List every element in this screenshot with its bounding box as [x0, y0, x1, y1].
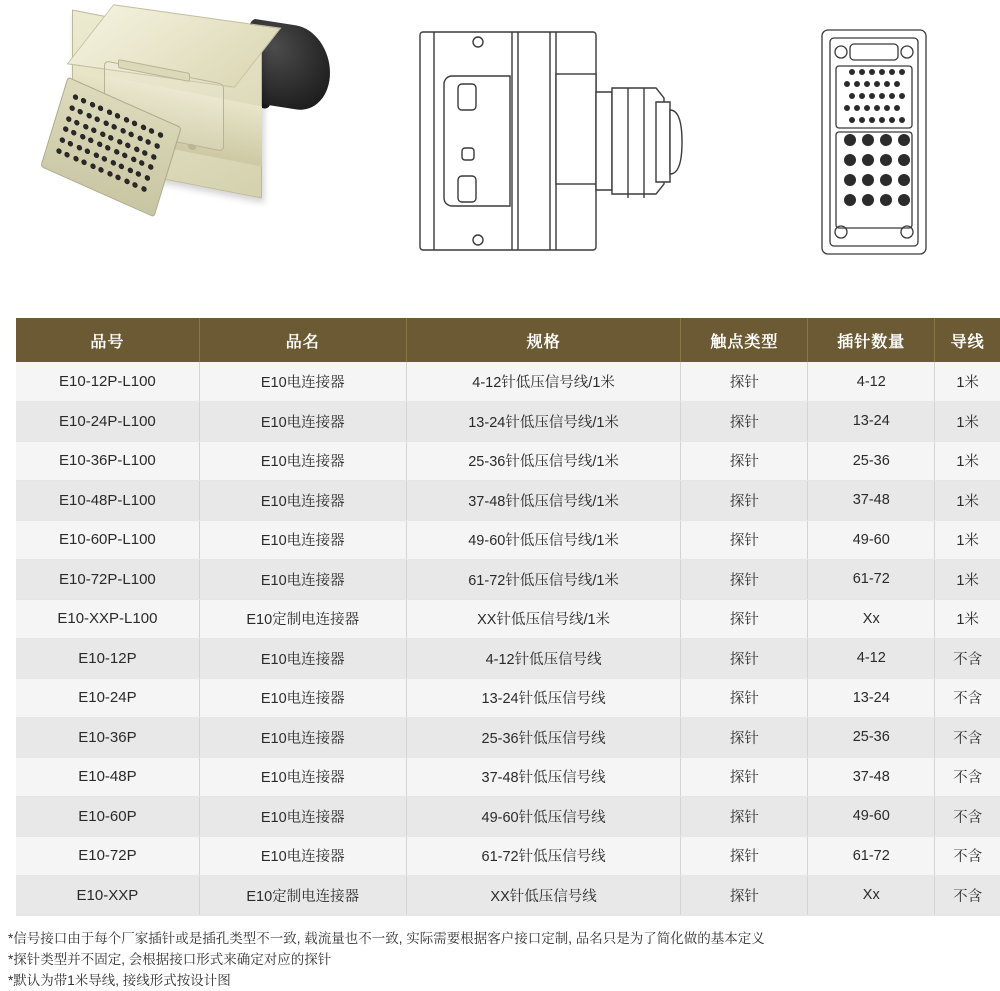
cell-part-name: E10电连接器	[199, 441, 406, 481]
pin	[76, 144, 83, 151]
cell-wire: 1米	[935, 520, 1000, 560]
cell-part-number: E10-24P	[16, 678, 199, 718]
cell-part-number: E10-48P	[16, 757, 199, 797]
cell-specification: 37-48针低压信号线	[406, 757, 681, 797]
table-row	[16, 718, 1000, 758]
pin	[106, 109, 113, 116]
cell-pin-count: 4-12	[808, 362, 935, 402]
cell-wire: 1米	[935, 362, 1000, 402]
footnote-2: *探针类型并不固定, 会根据接口形式来确定对应的探针	[8, 951, 332, 967]
pin	[67, 141, 74, 148]
pin	[123, 116, 130, 123]
cell-pin-count: 25-36	[808, 718, 935, 758]
cell-part-name: E10电连接器	[199, 797, 406, 837]
cell-part-name: E10定制电连接器	[199, 599, 406, 639]
pin	[96, 141, 103, 148]
cell-pin-count: 25-36	[808, 441, 935, 481]
pin	[66, 115, 73, 122]
table-row	[16, 441, 1000, 481]
cell-pin-count: 4-12	[808, 639, 935, 679]
pin	[118, 163, 125, 170]
footnote-3: *默认为带1米导线, 接线形式按设计图	[8, 972, 231, 988]
cell-wire: 1米	[935, 481, 1000, 521]
table-row	[16, 678, 1000, 718]
pin	[137, 134, 144, 141]
product-spec-table	[16, 318, 1000, 916]
table-row	[16, 362, 1000, 402]
cell-pin-count: 13-24	[808, 402, 935, 442]
pin	[138, 160, 145, 167]
cell-specification: 25-36针低压信号线	[406, 718, 681, 758]
pin	[115, 174, 122, 181]
pin	[91, 126, 98, 133]
cell-contact-type: 探针	[681, 599, 808, 639]
side-view-drawing	[400, 18, 720, 273]
table-row	[16, 599, 1000, 639]
pin	[133, 145, 140, 152]
cell-wire: 不含	[935, 718, 1000, 758]
table-row	[16, 520, 1000, 560]
pin	[90, 163, 97, 170]
cell-specification: 61-72针低压信号线/1米	[406, 560, 681, 600]
pin	[105, 145, 112, 152]
pin	[144, 174, 151, 181]
pin	[83, 123, 90, 130]
cell-pin-count: 61-72	[808, 836, 935, 876]
pin	[101, 156, 108, 163]
footnotes	[8, 928, 1000, 991]
table-row	[16, 560, 1000, 600]
cell-pin-count: 37-48	[808, 481, 935, 521]
pin	[125, 142, 132, 149]
pin	[94, 116, 101, 123]
cell-part-number: E10-72P	[16, 836, 199, 876]
product-figures	[0, 0, 1000, 300]
pin	[86, 112, 93, 119]
table-row	[16, 757, 1000, 797]
pin	[140, 185, 147, 192]
table-row	[16, 481, 1000, 521]
cell-specification: 25-36针低压信号线/1米	[406, 441, 681, 481]
cell-contact-type: 探针	[681, 639, 808, 679]
pin	[93, 152, 100, 159]
pin	[69, 104, 76, 111]
table-header	[16, 318, 1000, 362]
table-row	[16, 876, 1000, 916]
pin	[145, 138, 152, 145]
cell-specification: 61-72针低压信号线	[406, 836, 681, 876]
column-header-part-name: 品名	[199, 318, 406, 362]
cell-contact-type: 探针	[681, 678, 808, 718]
pin	[121, 152, 128, 159]
pin	[81, 159, 88, 166]
cell-part-number: E10-XXP	[16, 876, 199, 916]
table-row	[16, 639, 1000, 679]
pin	[128, 131, 135, 138]
cell-contact-type: 探针	[681, 441, 808, 481]
cell-pin-count: 61-72	[808, 560, 935, 600]
cell-contact-type: 探针	[681, 757, 808, 797]
column-header-pin-count: 插针数量	[808, 318, 935, 362]
cell-pin-count: 49-60	[808, 797, 935, 837]
cell-contact-type: 探针	[681, 836, 808, 876]
pin	[56, 148, 63, 155]
table-body	[16, 362, 1000, 915]
pin	[99, 130, 106, 137]
pin	[115, 112, 122, 119]
pin	[108, 134, 115, 141]
pin	[135, 171, 142, 178]
cell-wire: 不含	[935, 836, 1000, 876]
pin	[106, 170, 113, 177]
cell-wire: 不含	[935, 678, 1000, 718]
cell-part-name: E10电连接器	[199, 362, 406, 402]
column-header-contact-type: 触点类型	[681, 318, 808, 362]
cell-part-name: E10电连接器	[199, 836, 406, 876]
cell-wire: 不含	[935, 639, 1000, 679]
pin	[79, 134, 86, 141]
cell-part-number: E10-XXP-L100	[16, 599, 199, 639]
cell-part-name: E10电连接器	[199, 757, 406, 797]
pin	[59, 137, 66, 144]
cell-part-name: E10电连接器	[199, 560, 406, 600]
pin	[148, 127, 155, 134]
cell-part-name: E10电连接器	[199, 520, 406, 560]
cell-specification: 37-48针低压信号线/1米	[406, 481, 681, 521]
cell-part-name: E10电连接器	[199, 639, 406, 679]
cell-specification: 4-12针低压信号线/1米	[406, 362, 681, 402]
pin	[120, 127, 127, 134]
cell-part-number: E10-72P-L100	[16, 560, 199, 600]
table-row	[16, 402, 1000, 442]
pin	[150, 153, 157, 160]
spec-table-wrap	[0, 318, 1000, 916]
pin	[113, 149, 120, 156]
pin	[62, 126, 69, 133]
cell-pin-count: 37-48	[808, 757, 935, 797]
cell-contact-type: 探针	[681, 797, 808, 837]
cell-wire: 1米	[935, 599, 1000, 639]
cell-part-name: E10定制电连接器	[199, 876, 406, 916]
table-row	[16, 836, 1000, 876]
pin	[132, 182, 139, 189]
cell-pin-count: 49-60	[808, 520, 935, 560]
pin	[131, 120, 138, 127]
pin	[140, 124, 147, 131]
connector-photo	[48, 10, 348, 270]
cell-part-name: E10电连接器	[199, 402, 406, 442]
pin	[77, 108, 84, 115]
pin	[111, 123, 118, 130]
pin	[72, 94, 79, 101]
cell-specification: 13-24针低压信号线/1米	[406, 402, 681, 442]
pin	[84, 148, 91, 155]
cell-contact-type: 探针	[681, 718, 808, 758]
pin	[127, 167, 134, 174]
cell-pin-count: Xx	[808, 876, 935, 916]
cell-wire: 1米	[935, 402, 1000, 442]
column-header-wire: 导线	[935, 318, 1000, 362]
cell-part-name: E10电连接器	[199, 481, 406, 521]
cell-part-name: E10电连接器	[199, 718, 406, 758]
cell-wire: 1米	[935, 560, 1000, 600]
cell-contact-type: 探针	[681, 560, 808, 600]
pin	[88, 137, 95, 144]
cell-part-number: E10-36P	[16, 718, 199, 758]
cell-specification: 4-12针低压信号线	[406, 639, 681, 679]
pin	[98, 166, 105, 173]
cell-contact-type: 探针	[681, 481, 808, 521]
cell-specification: 49-60针低压信号线/1米	[406, 520, 681, 560]
table-header-row	[16, 318, 1000, 362]
cell-part-number: E10-48P-L100	[16, 481, 199, 521]
footnote-1: *信号接口由于每个厂家插针或是插孔类型不一致, 载流量也不一致, 实际需要根据客户接口定制, 品名只是为了简化做的基本定义	[8, 930, 765, 946]
cell-wire: 不含	[935, 876, 1000, 916]
pin	[73, 155, 80, 162]
pin	[130, 156, 137, 163]
pin	[103, 119, 110, 126]
cell-part-number: E10-12P	[16, 639, 199, 679]
table-row	[16, 797, 1000, 837]
column-header-specification: 规格	[406, 318, 681, 362]
pin	[116, 138, 123, 145]
pin	[81, 97, 88, 104]
cell-pin-count: 13-24	[808, 678, 935, 718]
pin	[110, 159, 117, 166]
cell-wire: 不含	[935, 797, 1000, 837]
cell-specification: 49-60针低压信号线	[406, 797, 681, 837]
cell-contact-type: 探针	[681, 520, 808, 560]
pin	[157, 131, 164, 138]
pin	[74, 119, 81, 126]
cell-part-number: E10-60P	[16, 797, 199, 837]
cell-specification: XX针低压信号线	[406, 876, 681, 916]
cell-contact-type: 探针	[681, 402, 808, 442]
pin	[153, 142, 160, 149]
cell-contact-type: 探针	[681, 362, 808, 402]
cell-part-number: E10-60P-L100	[16, 520, 199, 560]
pin	[89, 101, 96, 108]
cell-part-number: E10-24P-L100	[16, 402, 199, 442]
cell-wire: 1米	[935, 441, 1000, 481]
cell-part-number: E10-36P-L100	[16, 441, 199, 481]
cell-wire: 不含	[935, 757, 1000, 797]
pin	[98, 105, 105, 112]
cell-specification: 13-24针低压信号线	[406, 678, 681, 718]
pin	[123, 178, 130, 185]
cell-specification: XX针低压信号线/1米	[406, 599, 681, 639]
pin	[71, 130, 78, 137]
cell-contact-type: 探针	[681, 876, 808, 916]
cell-part-number: E10-12P-L100	[16, 362, 199, 402]
front-view-drawing	[810, 22, 940, 267]
pin	[64, 151, 71, 158]
column-header-part-number: 品号	[16, 318, 199, 362]
pin	[147, 164, 154, 171]
cell-part-name: E10电连接器	[199, 678, 406, 718]
pin	[142, 149, 149, 156]
cell-pin-count: Xx	[808, 599, 935, 639]
